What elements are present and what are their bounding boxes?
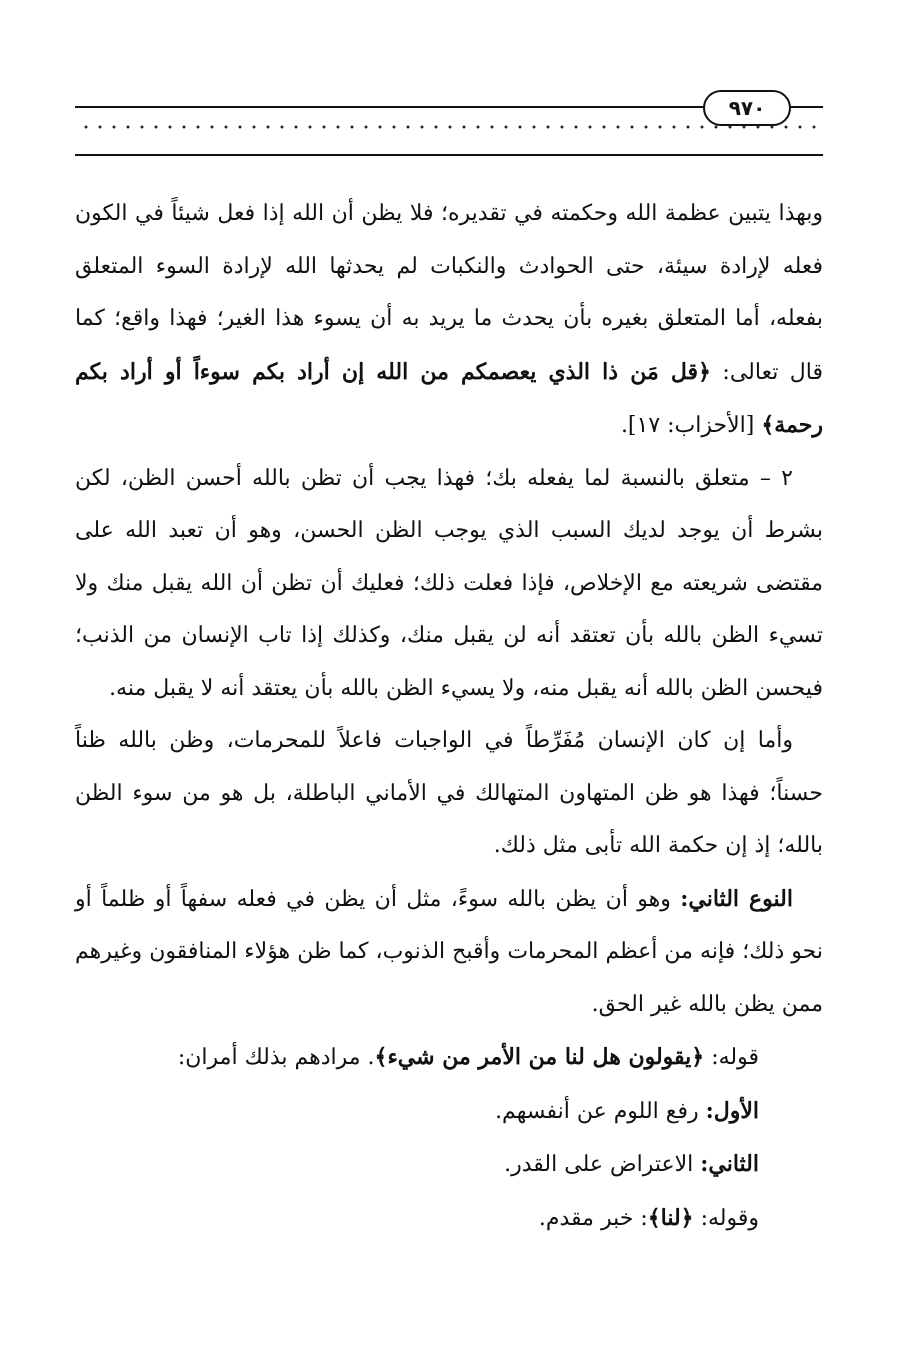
quran-word-lana: ﴿لنا﴾	[647, 1204, 694, 1231]
paragraph-5-text: . مرادهم بذلك أمران:	[177, 1045, 375, 1070]
page-header	[75, 88, 823, 168]
page-number: ٩٧٠	[703, 90, 791, 126]
paragraph-2: ٢ – متعلق بالنسبة لما يفعله بك؛ فهذا يجب أن تظن بالله أحسن الظن، لكن بشرط أن يوجد لديك السبب الذي يوجب الظن الحسن، وهو أن تعبد الله على مقتضى شريعته مع الإخلاص، فإذا فعلت ذلك؛ فعليك أن تظن أن الله يقبل منك ولا تسيء الظن بالله بأن تعتقد أنه لن يقبل منك، وكذلك إذا تاب الإنسان من الذنب؛ فيحسن الظن بالله أنه يقبل منه، ولا يسيء الظن بالله بأن يعتقد أنه لا يقبل منه.	[75, 465, 823, 701]
paragraph-8-prefix: وقوله:	[693, 1205, 759, 1231]
paragraph-6-text: رفع اللوم عن أنفسهم.	[495, 1098, 706, 1124]
paragraph-7	[75, 1138, 823, 1192]
paragraph-1	[75, 188, 823, 453]
paragraph-8-text: : خبر مقدم.	[538, 1205, 648, 1231]
header-rule-top-left	[75, 106, 703, 108]
header-rule-top-right	[787, 106, 823, 108]
section-label-second-type: النوع الثاني:	[680, 885, 793, 912]
paragraph-5-prefix: قوله:	[704, 1045, 759, 1070]
paragraph-6	[75, 1085, 823, 1139]
paragraph-4-text: وهو أن يظن بالله سوءً، مثل أن يظن في فعله سفهاً أو ظلماً أو نحو ذلك؛ فإنه من أعظم المحرمات وأقبح الذنوب، كما ظن هؤلاء المنافقون وغيرهم ممن يظن بالله غير الحق.	[75, 886, 823, 1017]
paragraph-3: وأما إن كان الإنسان مُفَرِّطاً في الواجبات فاعلاً للمحرمات، وظن بالله ظناً حسناً؛ فهذا هو ظن المتهاون المتهالك في الأماني الباطلة، بل هو من سوء الظن بالله؛ إذ إن حكمة الله تأبى مثل ذلك.	[75, 728, 823, 858]
quran-verse-ahzab: ﴿قل مَن ذا الذي يعصمكم من الله إن أراد بكم سوءاً أو أراد بكم رحمة﴾	[75, 358, 823, 438]
verse-reference: [الأحزاب: ١٧].	[620, 413, 762, 438]
paragraph-7-text: الاعتراض على القدر.	[504, 1152, 701, 1177]
page-body	[75, 188, 823, 1245]
paragraph-4	[75, 873, 823, 1032]
label-first: الأول:	[705, 1097, 759, 1124]
header-dotted-rule	[75, 124, 823, 130]
quran-verse-yaqulun: ﴿يقولون هل لنا من الأمر من شيء﴾	[374, 1044, 705, 1070]
header-rule-bottom	[75, 154, 823, 156]
paragraph-8	[75, 1192, 823, 1246]
paragraph-1-text: وبهذا يتبين عظمة الله وحكمته في تقديره؛ فلا يظن أن الله إذا فعل شيئاً في الكون فعله لإرادة سيئة، حتى الحوادث والنكبات لم يحدثها الله لإرادة السوء المتعلق بفعله، أما المتعلق بغيره بأن يحدث ما يريد به أن يسوء هذا الغير؛ فهذا واقع؛ كما قال تعالى:	[75, 201, 823, 385]
paragraph-5	[75, 1031, 823, 1085]
label-second: الثاني:	[700, 1151, 759, 1177]
